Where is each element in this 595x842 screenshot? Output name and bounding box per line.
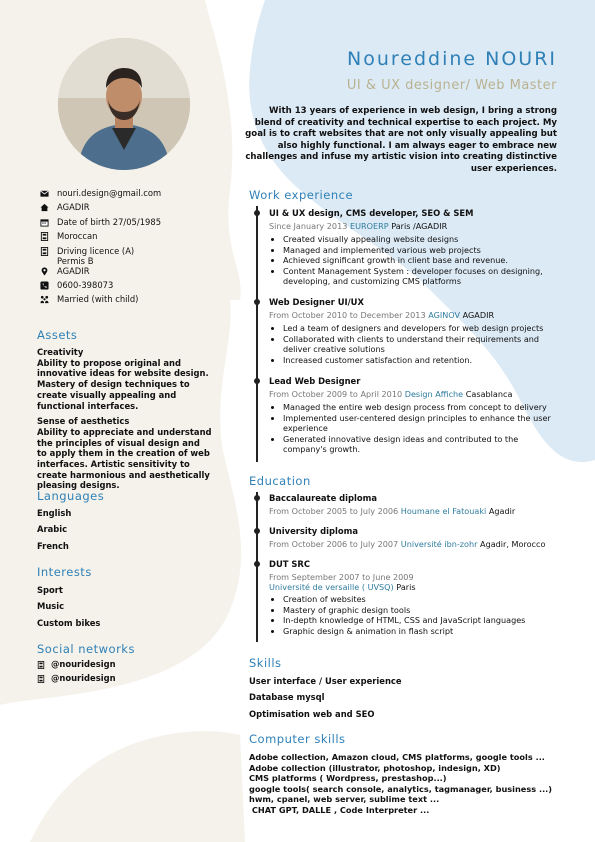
assets-section <box>37 347 212 491</box>
contact-item <box>40 294 230 308</box>
birthdate-text: Date of birth 27/05/1985 <box>57 216 162 227</box>
contact-item <box>40 246 230 266</box>
interest-item: Custom bikes <box>37 618 101 628</box>
assets-heading: Assets <box>37 328 78 342</box>
beige-blob-bottom <box>30 731 245 842</box>
flag-icon <box>40 231 57 241</box>
bullet-item: • Created visually appealing website designs <box>283 234 559 245</box>
job-entry <box>269 376 559 455</box>
degree-dates: From September 2007 to June 2009 <box>269 572 414 582</box>
social-item[interactable] <box>37 673 116 683</box>
instagram-icon <box>37 660 51 669</box>
bullet-item: • Generated innovative design ideas and contributed to the company's growth. <box>283 434 559 455</box>
degree-title: DUT SRC <box>269 559 311 569</box>
job-bullets <box>269 402 559 455</box>
linkedin-icon <box>37 674 51 683</box>
social-heading: Social networks <box>37 642 135 656</box>
bullet-item: • Implemented user-centered design principles to enhance the user experience <box>283 413 559 434</box>
language-item: Arabic <box>37 524 68 534</box>
degree-meta: From October 2006 to July 2007 Université ibn-zohr Agadir, Morocco <box>269 539 546 549</box>
education-heading: Education <box>249 474 311 488</box>
interests-heading: Interests <box>37 565 92 579</box>
family-icon <box>40 294 57 304</box>
job-meta: From October 2009 to April 2010 Design Affiche Casablanca <box>269 389 513 399</box>
job-bullets <box>269 234 559 287</box>
computer-skills-list <box>249 752 579 816</box>
contact-list <box>40 188 230 309</box>
bullet-item: • Graphic design & animation in flash script <box>283 626 559 637</box>
bullet-item: • Led a team of designers and developers for web design projects <box>283 323 559 334</box>
contact-item <box>40 188 230 202</box>
timeline-dot <box>254 378 260 384</box>
profile-photo <box>58 38 190 170</box>
languages-heading: Languages <box>37 489 105 503</box>
location-text: AGADIR <box>57 265 90 276</box>
skill-item: Database mysql <box>249 692 325 702</box>
job-entry <box>269 208 559 287</box>
computer-skill-item: CMS platforms ( Wordpress, prestashop...) <box>249 773 447 784</box>
bullet-item: • Mastery of graphic design tools <box>283 605 559 616</box>
skills-heading: Skills <box>249 656 282 670</box>
education-timeline-line <box>256 492 258 642</box>
bullet-item: • Content Management System : developer focuses on designing, developing, and customizing CMS platforms <box>283 266 559 287</box>
skill-item: User interface / User experience <box>249 676 402 686</box>
school-name: Houmane el Fatouaki <box>400 506 487 516</box>
computer-skill-item: CHAT GPT, DALLE , Code Interpreter ... <box>249 804 430 815</box>
job-meta: From October 2010 to December 2013 AGINOV AGADIR <box>269 310 495 320</box>
job-meta: Since January 2013 EUROERP Paris /AGADIR <box>269 221 448 231</box>
job-title: Web Designer UI/UX <box>269 297 364 307</box>
bullet-item: • Managed the entire web design process from concept to delivery <box>283 402 559 413</box>
computer-skill-item: hwm, cpanel, web server, sublime text ... <box>249 794 440 805</box>
education-entry <box>269 526 559 549</box>
car-icon <box>40 246 57 256</box>
bullet-item: • In-depth knowledge of HTML, CSS and JavaScript languages <box>283 615 559 626</box>
company-name: EUROERP <box>349 221 389 231</box>
asset-title: Creativity <box>37 347 84 357</box>
skill-item: Optimisation web and SEO <box>249 709 375 719</box>
asset-description: Ability to propose original and innovative ideas for website design. Mastery of design techniques to create visually appealing and functional interfaces. <box>37 357 209 411</box>
timeline-dot <box>254 210 260 216</box>
degree-meta: From October 2005 to July 2006 Houmane el Fatouaki Agadir <box>269 506 516 516</box>
email-icon <box>40 188 57 198</box>
job-entry <box>269 297 559 365</box>
candidate-name: Noureddine NOURI <box>346 48 557 70</box>
language-item: French <box>37 541 69 551</box>
social-handle[interactable]: @nouridesign <box>51 673 116 683</box>
location-pin-icon <box>40 266 57 276</box>
candidate-title: UI & UX designer/ Web Master <box>346 78 557 93</box>
marital-status-text: Married (with child) <box>57 294 139 305</box>
asset-title: Sense of aesthetics <box>37 416 130 427</box>
timeline-dot <box>254 495 260 501</box>
computer-skill-item: google tools( search console, analytics, tagmanager, business ...) <box>249 783 553 794</box>
email-text: nouri.design@gmail.com <box>57 188 162 198</box>
computer-skill-item: Adobe collection, Amazon cloud, CMS platforms, google tools ... <box>249 752 545 762</box>
degree-bullets <box>269 594 559 636</box>
experience-timeline-line <box>256 206 258 462</box>
intro-summary: With 13 years of experience in web design, I bring a strong blend of creativity and technical expertise to each project. My goal is to craft websites that are not only visually appealing but also highly functional. I am always eager to embrace new challenges and infuse my artistic vision into creating distinctive user experiences. <box>245 106 557 174</box>
company-name: AGINOV <box>428 310 461 320</box>
education-entry <box>269 493 559 516</box>
calendar-icon <box>40 217 57 227</box>
job-title: UI & UX design, CMS developer, SEO & SEM <box>269 208 474 218</box>
asset-description: Ability to appreciate and understand the principles of visual design and to apply them in the creation of web interfaces. Artistic sensitivity to create harmonious and aesthetically pleasing designs. <box>37 426 212 491</box>
timeline-dot <box>254 528 260 534</box>
home-icon <box>40 202 57 212</box>
degree-meta: Université de versaille ( UVSQ) Paris <box>269 582 416 592</box>
social-item[interactable] <box>37 659 116 669</box>
contact-item <box>40 266 230 280</box>
language-item: English <box>37 508 72 518</box>
bullet-item: • Achieved significant growth in client base and revenue. <box>283 255 559 266</box>
timeline-dot <box>254 561 260 567</box>
bullet-item: • Creation of websites <box>283 594 559 605</box>
nationality-text: Moroccan <box>57 231 98 242</box>
contact-item <box>40 217 230 231</box>
school-name: Université ibn-zohr <box>400 539 478 549</box>
social-handle[interactable]: @nouridesign <box>51 659 116 669</box>
phone-text: 0600-398073 <box>57 279 114 290</box>
interest-item: Sport <box>37 585 63 595</box>
timeline-dot <box>254 299 260 305</box>
bullet-item: • Collaborated with clients to understand their requirements and deliver creative solutions <box>283 334 559 355</box>
computer-skill-item: Adobe collection (illustrator, photoshop, indesign, XD) <box>249 762 501 773</box>
degree-title: Baccalaureate diploma <box>269 493 378 503</box>
contact-item <box>40 280 230 294</box>
city-text: AGADIR <box>57 202 90 213</box>
job-title: Lead Web Designer <box>269 376 361 386</box>
computer-skills-heading: Computer skills <box>249 732 346 746</box>
work-experience-heading: Work experience <box>249 188 354 202</box>
phone-icon <box>40 280 57 290</box>
contact-item <box>40 202 230 216</box>
job-bullets <box>269 323 559 365</box>
degree-title: University diploma <box>269 526 359 536</box>
interest-item: Music <box>37 601 65 611</box>
bullet-item: • Managed and implemented various web projects <box>283 245 559 256</box>
profile-photo-illustration <box>58 38 190 170</box>
company-name: Design Affiche <box>404 389 464 399</box>
contact-item <box>40 231 230 245</box>
school-name: Université de versaille ( UVSQ) <box>269 582 394 592</box>
education-entry <box>269 559 559 636</box>
driving-licence-text: Driving licence (A) Permis B <box>57 245 135 266</box>
bullet-item: • Increased customer satisfaction and retention. <box>283 355 559 366</box>
